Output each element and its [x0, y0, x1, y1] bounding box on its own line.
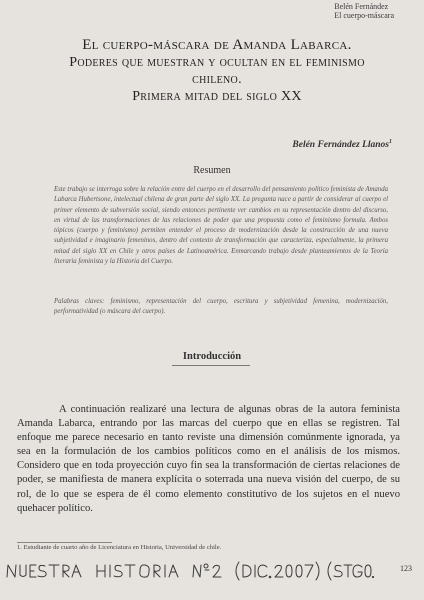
- article-title: [30, 37, 404, 105]
- author-name: [292, 139, 392, 150]
- title-line-3: chileno.: [192, 72, 242, 87]
- body-paragraph-text: A continuación realizaré una lectura de algunas obras de la autora feminista Amanda Labarca, entrando por las marcas del cuerpo que en ellas se registren. Tal enfoque me parece necesario en tanto reviste una dimensión comúnmente ignorada, ya sea en la formulación de los cambios políticos como en el análisis de los mismos. Considero que en toda proyección cuyo fin sea la transformación de ciertas relaciones de poder, se manifiesta de manera explícita o soterrada una nueva visión del cuerpo, de su rol, de lo que se espera de él como elemento constitutivo de los sujetos en el nuevo quehacer político.: [17, 404, 400, 514]
- footnote: 1. Estudiante de cuarto año de Licenciatura en Historia, Universidad de chile.: [17, 544, 222, 551]
- abstract-text: Este trabajo se interroga sobre la relación entre del cuerpo en el desarrollo del pensamiento político feminista de Amanda Labarca Hubertsone, intelectual chilena de gran parte del siglo XX. La pregunta nace a partir de considerar al cuerpo el primer elemento de subversión social, siendo entonces pertinente ver cambios en su representación dentro del discurso, en virtud de las transformaciones de las relaciones de poder que una propuesta como el feminismo formula. Ambos tópicos (cuerpo y feminismo) permiten entender el proceso de modernización desde la construcción de una nueva subjetividad e imaginario femeninos, dentro del contexto de transformación que caracteriza, especialmente, la primera mitad del siglo XX en Chile y otros países de Latinoamérica. Enmarcando trabajo desde planteamientos de la Teoría literaria feminista y la Historia del Cuerpo.: [54, 186, 388, 266]
- page-number: 123: [400, 564, 412, 573]
- author-name-text: Belén Fernández Llanos: [292, 140, 389, 151]
- resumen-heading: Resumen: [193, 165, 231, 176]
- title-line-4: Primera mitad del siglo XX: [132, 89, 302, 104]
- heading-underline: [172, 365, 250, 366]
- running-head-title: El cuerpo-máscara: [334, 11, 394, 20]
- introduccion-heading: Introducción: [182, 351, 242, 362]
- body-paragraph: [17, 403, 400, 516]
- running-head-author: Belén Fernández: [334, 2, 389, 11]
- keywords-text: Palabras claves: feminismo, representación del cuerpo, escritura y subjetividad femenina, modernización, performatividad (o máscara del cuerpo).: [54, 298, 388, 316]
- handwritten-citation: [3, 557, 375, 583]
- running-head: [334, 2, 394, 20]
- author-footnote-mark: 1: [389, 139, 392, 145]
- title-line-1: El cuerpo-máscara de Amanda Labarca.: [82, 37, 352, 53]
- title-line-2: Poderes que muestran y ocultan en el feminismo: [69, 55, 365, 70]
